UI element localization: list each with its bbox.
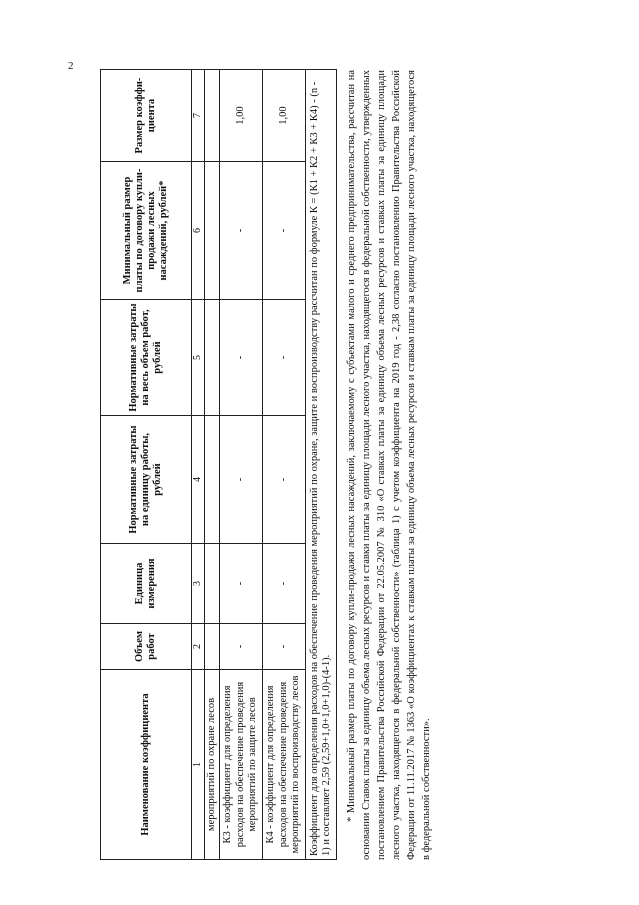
column-number: 4 bbox=[192, 416, 205, 544]
table-cell bbox=[204, 70, 219, 162]
table-row bbox=[204, 70, 219, 860]
table-cell: - bbox=[262, 162, 305, 300]
column-number: 2 bbox=[192, 624, 205, 670]
coefficient-name: К3 - коэффициент для определения расходов на обеспечение проведения мероприятий по защите лесов bbox=[219, 670, 262, 860]
header-coefficient-name: Наименование коэффициента bbox=[101, 670, 192, 860]
footnote: * Минимальный размер платы по договору купли-продажи лесных насаждений, заключаемому с субъектами малого и среднего предпринимательства, рассчитан на основании Ставок платы за единицу объема лесных ресурсов и ставки платы за единицу площади лесного участка, находящегося в федеральной собственности, утвержденных постановлением Правительства Российской Федерации от 22.05.2007 № 310 «О ставках платы за единицу объема лесных ресурсов и ставках платы за единицу площади лесного участка, находящегося в федеральной собственности» (таблица 1) с учетом коэффициента на 2019 год - 2,38 согласно постановлению Правительства Российской Федерации от 11.11.2017 № 1363 «О коэффициентах к ставкам платы за единицу объема лесных ресурсов и ставкам платы за единицу площади лесного участка, находящегося в федеральной собственности». bbox=[346, 70, 432, 860]
header-min-payment: Минимальный размер платы по договору купли-продажи лесных насаждений, рублей* bbox=[101, 162, 192, 300]
rotated-page-content bbox=[100, 70, 600, 860]
coefficient-value: 1,00 bbox=[219, 70, 262, 162]
table-cell: - bbox=[219, 416, 262, 544]
formula-text: Коэффициент для определения расходов на обеспечение проведения мероприятий по охране, защите и воспроизводству рассчитан по формуле К = (К1 + К2 + К3 + К4) - (n - 1) и составляет 2,59 (2,59+1,0+1,0+1,0)-(4-1). bbox=[305, 70, 336, 860]
table-cell: - bbox=[219, 162, 262, 300]
header-unit: Единица измерения bbox=[101, 544, 192, 624]
column-number: 7 bbox=[192, 70, 205, 162]
table-cell bbox=[204, 162, 219, 300]
table-cell: - bbox=[262, 624, 305, 670]
table-cell bbox=[204, 416, 219, 544]
table-cell: - bbox=[219, 544, 262, 624]
column-number: 1 bbox=[192, 670, 205, 860]
header-work-volume: Объем работ bbox=[101, 624, 192, 670]
column-number: 5 bbox=[192, 300, 205, 416]
table-cell bbox=[204, 544, 219, 624]
table-cell: - bbox=[262, 544, 305, 624]
table-row bbox=[219, 70, 262, 860]
column-number-row bbox=[192, 70, 205, 860]
table-cell: - bbox=[219, 624, 262, 670]
coefficient-table bbox=[100, 69, 337, 860]
header-row bbox=[101, 70, 192, 860]
column-number: 6 bbox=[192, 162, 205, 300]
table-cell bbox=[204, 624, 219, 670]
page-number: 2 bbox=[68, 60, 74, 72]
table-cell: - bbox=[219, 300, 262, 416]
coefficient-name: К4 - коэффициент для определения расходов на обеспечение проведения мероприятий по воспроизводству лесов bbox=[262, 670, 305, 860]
column-number: 3 bbox=[192, 544, 205, 624]
table-cell: - bbox=[262, 300, 305, 416]
table-cell: - bbox=[262, 416, 305, 544]
header-unit-cost: Нормативные затраты на единицу работы, рублей bbox=[101, 416, 192, 544]
coefficient-value: 1,00 bbox=[262, 70, 305, 162]
header-coefficient-size: Размер коэффи-циента bbox=[101, 70, 192, 162]
coefficient-name: мероприятий по охране лесов bbox=[204, 670, 219, 860]
table-cell bbox=[204, 300, 219, 416]
table-row bbox=[262, 70, 305, 860]
header-total-cost: Нормативные затраты на весь объем работ, рублей bbox=[101, 300, 192, 416]
formula-row bbox=[305, 70, 336, 860]
